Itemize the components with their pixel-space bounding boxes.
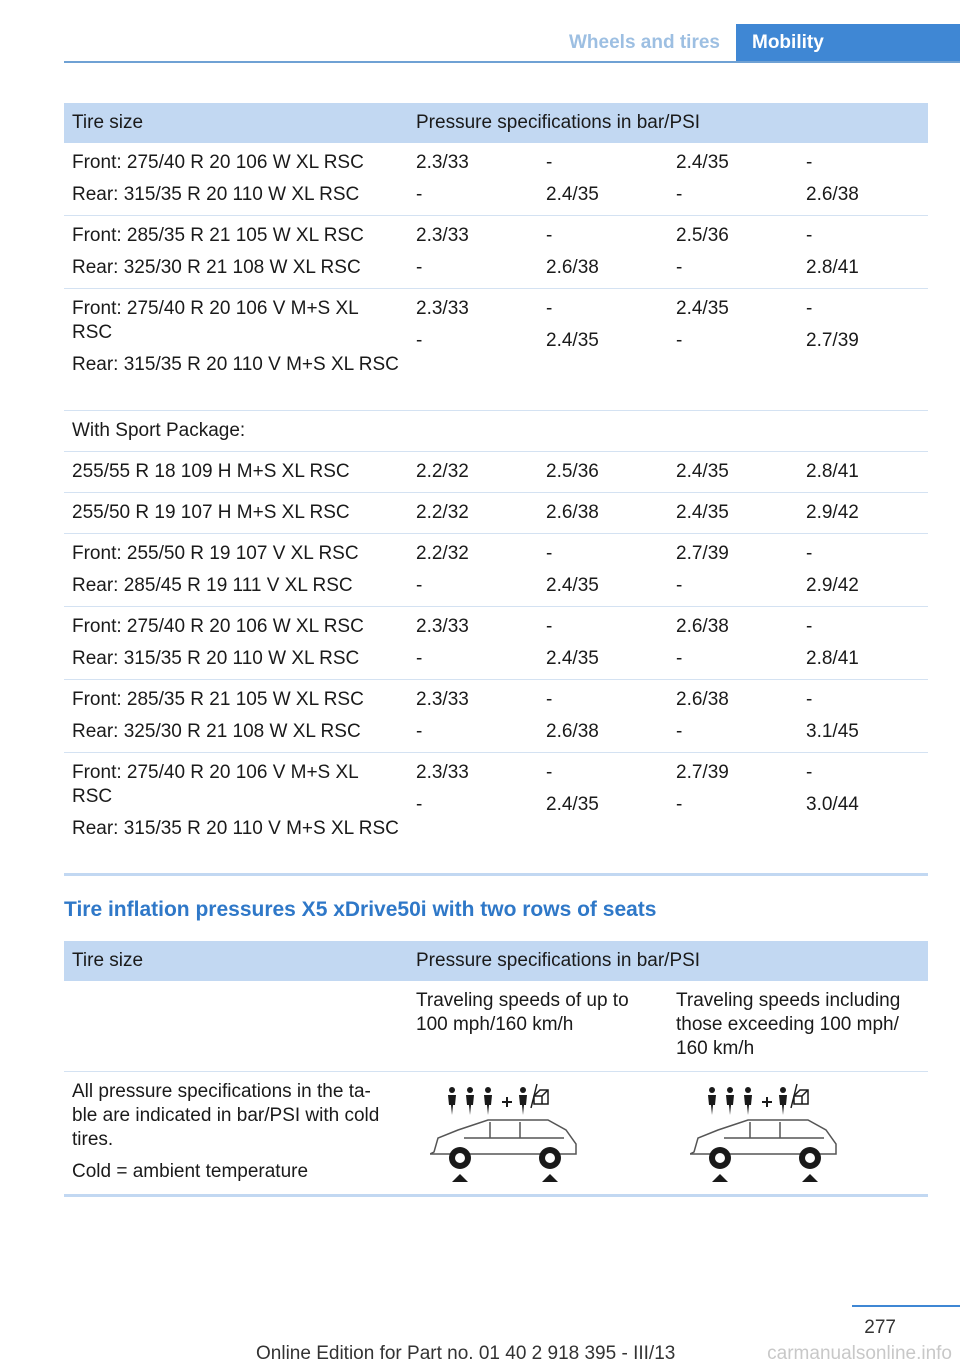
pressure-value: 2.4/35	[676, 298, 729, 319]
pressure-value: -	[676, 330, 683, 351]
pressure-cell	[798, 680, 928, 753]
luggage-icon	[531, 1084, 548, 1108]
pressure-value: -	[806, 616, 813, 637]
pressure-table-two-rows	[64, 941, 928, 1197]
note-cell	[64, 1071, 408, 1195]
cold-definition: Cold = ambient temperature	[72, 1160, 309, 1182]
pressure-cell	[408, 753, 538, 875]
edition-info: Online Edition for Part no. 01 40 2 918 395 - III/13	[256, 1343, 676, 1362]
pressure-value: -	[416, 184, 423, 205]
table-header-row	[64, 941, 928, 981]
pressure-value: -	[416, 575, 423, 596]
pressure-value: 2.4/35	[546, 575, 599, 596]
pressure-cell	[538, 680, 668, 753]
pressure-value: 2.5/36	[676, 225, 729, 246]
pressure-value: -	[416, 257, 423, 278]
table-row	[64, 411, 928, 452]
tire-size-cell	[64, 753, 408, 875]
pressure-cell	[538, 143, 668, 216]
pressure-value: 2.4/35	[546, 648, 599, 669]
footer-rule	[852, 1305, 960, 1307]
pressure-value: 2.8/41	[806, 257, 859, 278]
passengers-icon	[708, 1087, 787, 1115]
speed-exceeding-label: Traveling speeds including those exceeding 100 mph/ 160 km/h	[668, 981, 928, 1071]
pressure-cell	[668, 534, 798, 607]
table-row	[64, 607, 928, 680]
column-header-pressure: Pressure specifications in bar/PSI	[408, 941, 928, 981]
pressure-cell	[538, 534, 668, 607]
pressure-value: -	[806, 543, 813, 564]
tire-size: Rear: 315/35 R 20 110 V M+S XL RSC	[72, 354, 399, 375]
table-row	[64, 216, 928, 289]
load-illustration-cell	[668, 1071, 928, 1195]
tire-size: Rear: 315/35 R 20 110 W XL RSC	[72, 648, 360, 669]
pressure-value: -	[806, 152, 813, 173]
pressure-cell	[408, 493, 538, 534]
passengers-icon	[448, 1087, 527, 1115]
table-row	[64, 143, 928, 216]
pressure-table-continued	[64, 103, 928, 876]
pressure-value: -	[416, 794, 423, 815]
tire-size: Front: 255/50 R 19 107 V XL RSC	[72, 543, 359, 564]
pressure-value: 2.4/35	[676, 502, 729, 523]
pressure-value: -	[676, 257, 683, 278]
pressure-cell	[668, 452, 798, 493]
pressure-value: 2.3/33	[416, 225, 469, 246]
pressure-value: 2.8/41	[806, 461, 859, 482]
tire-size: Front: 285/35 R 21 105 W XL RSC	[72, 689, 364, 710]
pressure-value: 2.4/35	[546, 330, 599, 351]
pressure-value: -	[546, 543, 553, 564]
pressure-value: 2.2/32	[416, 543, 469, 564]
table-row	[64, 534, 928, 607]
tire-size: Rear: 285/45 R 19 111 V XL RSC	[72, 575, 353, 596]
pressure-value: 2.4/35	[676, 461, 729, 482]
pressure-value: 2.6/38	[546, 257, 599, 278]
header-section-title: Wheels and tires	[569, 32, 720, 53]
empty-cell	[64, 981, 408, 1071]
pressure-cell	[668, 216, 798, 289]
pressure-value: 2.3/33	[416, 298, 469, 319]
pressure-cell	[538, 289, 668, 411]
pressure-value: -	[546, 762, 553, 783]
tire-size: Rear: 325/30 R 21 108 W XL RSC	[72, 257, 361, 278]
pressure-cell	[668, 680, 798, 753]
page-header	[64, 24, 960, 62]
table-row	[64, 493, 928, 534]
tire-size-cell	[64, 493, 408, 534]
pressure-cell	[798, 753, 928, 875]
header-chapter-tab: Mobility	[736, 24, 960, 62]
tire-size: Front: 275/40 R 20 106 V M+S XL RSC	[72, 762, 359, 807]
column-header-tire-size: Tire size	[64, 941, 408, 981]
tire-size: 255/55 R 18 109 H M+S XL RSC	[72, 461, 350, 482]
pressure-cell	[798, 534, 928, 607]
page-number: 277	[864, 1317, 896, 1338]
group-label: With Sport Package:	[64, 411, 928, 452]
load-illustration-cell	[408, 1071, 668, 1195]
pressure-cell	[538, 493, 668, 534]
pressure-value: -	[806, 298, 813, 319]
pressure-cell	[668, 753, 798, 875]
pressure-value: -	[806, 225, 813, 246]
watermark: carmanualsonline.info	[767, 1343, 952, 1362]
pressure-value: -	[546, 225, 553, 246]
pressure-value: -	[676, 184, 683, 205]
pressure-cell	[668, 289, 798, 411]
pressure-value: 2.2/32	[416, 461, 469, 482]
table-row	[64, 680, 928, 753]
pressure-value: 3.1/45	[806, 721, 859, 742]
table-row	[64, 981, 928, 1071]
pressure-value: -	[806, 689, 813, 710]
pressure-value: 2.6/38	[676, 689, 729, 710]
tire-size-cell	[64, 289, 408, 411]
pressure-cell	[408, 680, 538, 753]
pressure-value: -	[676, 575, 683, 596]
pressure-cell	[408, 452, 538, 493]
pressure-cell	[668, 493, 798, 534]
pressure-cell	[538, 216, 668, 289]
pressure-value: -	[676, 794, 683, 815]
pressure-value: 2.5/36	[546, 461, 599, 482]
table-row	[64, 1071, 928, 1195]
pressure-value: -	[676, 721, 683, 742]
pressure-cell	[798, 452, 928, 493]
pressure-value: 2.6/38	[806, 184, 859, 205]
table-row	[64, 753, 928, 875]
pressure-value: 2.2/32	[416, 502, 469, 523]
pressure-value: 2.7/39	[676, 543, 729, 564]
pressure-value: 2.4/35	[546, 794, 599, 815]
tire-size: Front: 285/35 R 21 105 W XL RSC	[72, 225, 364, 246]
pressure-cell	[408, 289, 538, 411]
pressure-value: 2.3/33	[416, 616, 469, 637]
column-header-tire-size: Tire size	[64, 103, 408, 143]
pressure-cell	[798, 607, 928, 680]
pressure-value: 2.8/41	[806, 648, 859, 669]
section-heading: Tire inflation pressures X5 xDrive50i with two rows of seats	[64, 898, 657, 921]
table-header-row	[64, 103, 928, 143]
pressure-cell	[668, 143, 798, 216]
header-rule	[64, 61, 960, 63]
pressure-value: 2.3/33	[416, 762, 469, 783]
pressure-value: 2.7/39	[806, 330, 859, 351]
pressure-value: -	[546, 689, 553, 710]
pressure-value: 2.3/33	[416, 689, 469, 710]
pressure-value: 2.4/35	[546, 184, 599, 205]
tire-size-cell	[64, 607, 408, 680]
pressure-cell	[538, 452, 668, 493]
car-load-illustration-icon	[690, 1082, 850, 1186]
tire-size: Front: 275/40 R 20 106 W XL RSC	[72, 152, 364, 173]
pressure-cell	[408, 534, 538, 607]
pressure-cell	[798, 216, 928, 289]
pressure-value: 2.9/42	[806, 575, 859, 596]
pressure-cell	[538, 753, 668, 875]
pressure-cell	[408, 143, 538, 216]
pressure-cell	[798, 289, 928, 411]
pressure-value: -	[416, 721, 423, 742]
pressure-cell	[668, 607, 798, 680]
table-row	[64, 452, 928, 493]
pressure-value: -	[416, 330, 423, 351]
pressure-cell	[538, 607, 668, 680]
column-header-pressure: Pressure specifications in bar/PSI	[408, 103, 928, 143]
pressure-value: -	[546, 152, 553, 173]
pressure-value: -	[546, 616, 553, 637]
tire-size: 255/50 R 19 107 H M+S XL RSC	[72, 502, 350, 523]
pressure-value: 3.0/44	[806, 794, 859, 815]
pressure-cell	[798, 143, 928, 216]
pressure-value: 2.6/38	[546, 502, 599, 523]
tire-size: Rear: 325/30 R 21 108 W XL RSC	[72, 721, 361, 742]
tire-size: Front: 275/40 R 20 106 V M+S XL RSC	[72, 298, 359, 343]
pressure-value: 2.6/38	[546, 721, 599, 742]
pressure-value: 2.9/42	[806, 502, 859, 523]
pressure-value: -	[806, 762, 813, 783]
pressure-value: 2.7/39	[676, 762, 729, 783]
car-load-illustration-icon	[430, 1082, 590, 1186]
tire-size-cell	[64, 143, 408, 216]
tire-size-cell	[64, 452, 408, 493]
pressure-value: 2.4/35	[676, 152, 729, 173]
cold-tire-note: All pressure specifications in the ta- ble are indicated in bar/PSI with cold tires.	[72, 1080, 380, 1150]
tire-size-cell	[64, 216, 408, 289]
pressure-value: -	[546, 298, 553, 319]
tire-size-cell	[64, 680, 408, 753]
luggage-icon	[791, 1084, 808, 1108]
tire-size: Front: 275/40 R 20 106 W XL RSC	[72, 616, 364, 637]
table-row	[64, 289, 928, 411]
pressure-value: -	[416, 648, 423, 669]
speed-up-to-label: Traveling speeds of up to 100 mph/160 km/h	[408, 981, 668, 1071]
pressure-value: 2.6/38	[676, 616, 729, 637]
pressure-cell	[408, 607, 538, 680]
pressure-value: 2.3/33	[416, 152, 469, 173]
pressure-cell	[408, 216, 538, 289]
tire-size: Rear: 315/35 R 20 110 W XL RSC	[72, 184, 360, 205]
tire-size: Rear: 315/35 R 20 110 V M+S XL RSC	[72, 818, 399, 839]
pressure-value: -	[676, 648, 683, 669]
tire-size-cell	[64, 534, 408, 607]
pressure-cell	[798, 493, 928, 534]
